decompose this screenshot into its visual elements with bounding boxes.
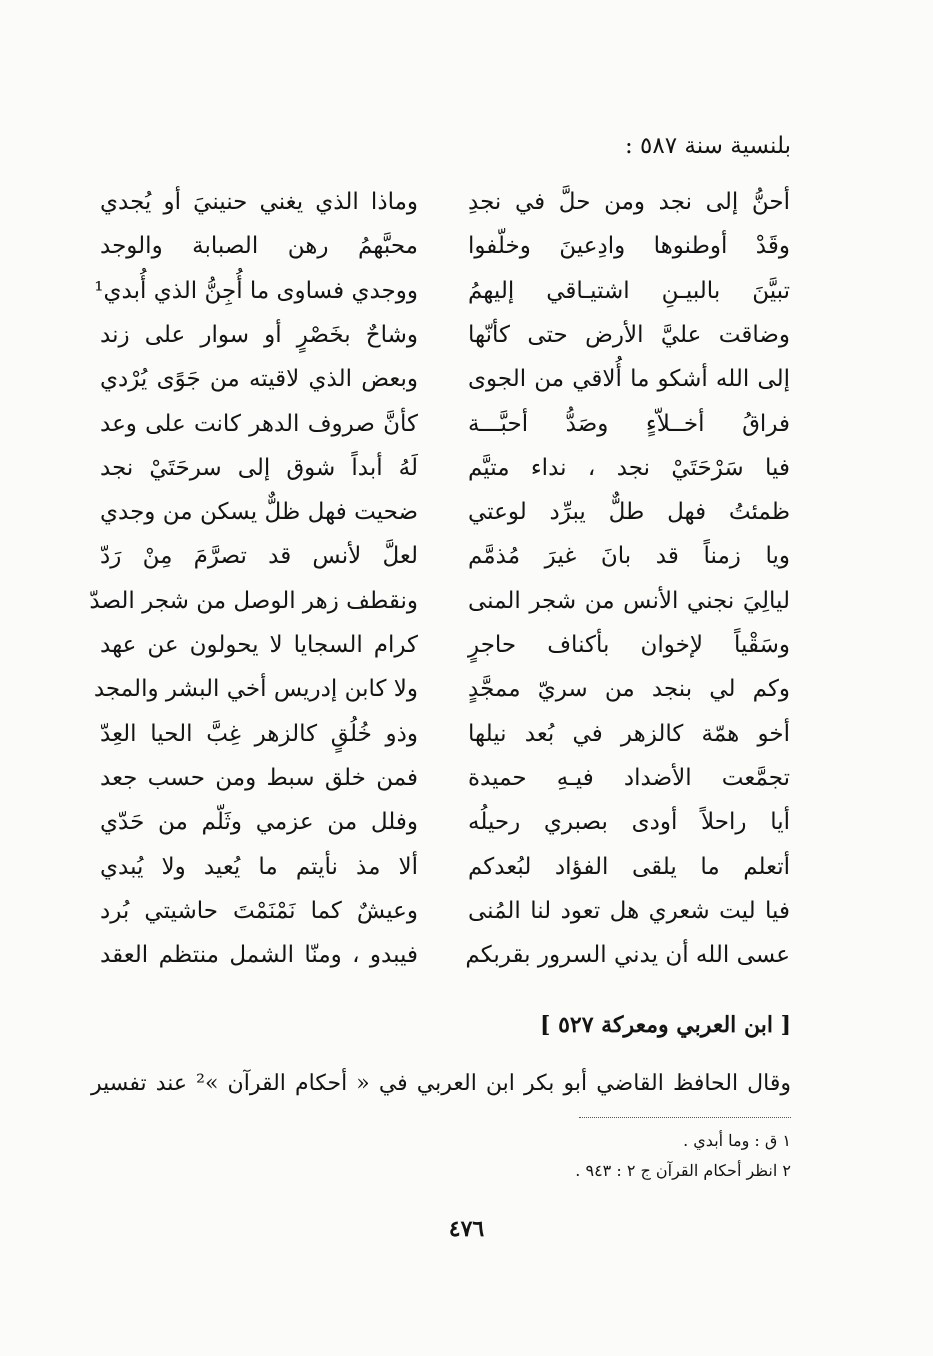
- verse-second-hemistich: ووجدي فساوى ما أُجِنُّ الذي أُبدي¹: [94, 277, 418, 304]
- verse-line: [100, 889, 790, 933]
- verse-first-hemistich: وقَدْ أوطنوها وادِعينَ وخلّفوا: [468, 233, 790, 260]
- poem: [89, 180, 790, 980]
- verse-second-hemistich: فيبدو ، ومنّا الشمل منتظم العقد: [100, 942, 418, 969]
- verse-line: [100, 402, 790, 446]
- verse-line: [100, 712, 790, 756]
- verse-line: [100, 845, 790, 889]
- verse-first-hemistich: فيا سَرْحَتَيْ نجد ، نداء متيَّم: [468, 454, 790, 481]
- verse-line: [100, 357, 790, 401]
- verse-first-hemistich: عسى الله أن يدني السرور بقربكم: [465, 942, 790, 969]
- footnotes: [391, 1126, 791, 1186]
- verse-first-hemistich: أحنُّ إلى نجد ومن حلَّ في نجدِ: [468, 189, 790, 215]
- verse-line: [100, 446, 790, 490]
- verse-second-hemistich: كرام السجايا لا يحولون عن عهد: [100, 632, 418, 658]
- verse-line: [100, 490, 790, 534]
- verse-second-hemistich: وذو خُلُقٍ كالزهر غِبَّ الحيا العِدّ: [100, 720, 418, 747]
- verse-first-hemistich: ليالِيَ نجني الأنس من شجر المنى: [468, 587, 790, 614]
- verse-second-hemistich: وشاحٌ بخَصْرٍ أو سوار على زند: [100, 321, 418, 348]
- footnote: ٢ انظر أحكام القرآن ج ٢ : ٩٤٣ .: [575, 1161, 791, 1180]
- verse-second-hemistich: محبَّهمُ رهن الصبابة والوجد: [100, 233, 418, 260]
- verse-second-hemistich: فمن خلق سبط ومن حسب جعد: [100, 764, 418, 791]
- verse-first-hemistich: وسَقْياً لإخوان بأكناف حاجرٍ: [468, 632, 790, 658]
- verse-line: [100, 180, 790, 224]
- verse-first-hemistich: فراقُ أخــلاّءٍ وصَدُّ أحبَّـــة: [468, 410, 790, 437]
- verse-second-hemistich: لعلَّ لأنس قد تصرَّمَ مِنْ رَدّ: [100, 543, 418, 570]
- footnote-divider: [579, 1117, 791, 1118]
- verse-first-hemistich: إلى الله أشكو ما أُلاقي من الجوى: [468, 366, 790, 393]
- verse-line: [100, 756, 790, 800]
- verse-line: [93, 667, 790, 711]
- intro-line: بلنسية سنة ٥٨٧ :: [624, 133, 791, 159]
- verse-first-hemistich: أيا راحلاً أودى بصبري رحيلُه: [468, 809, 790, 836]
- prose-line: وقال الحافظ القاضي أبو بكر ابن العربي في « أحكام القرآن »² عند تفسير: [91, 1071, 791, 1096]
- verse-first-hemistich: تبيَّنَ بالبيـنِ اشتيـاقي إليهمُ: [468, 277, 790, 304]
- verse-second-hemistich: وبعض الذي لاقيته من جَوًى يُرْدي: [100, 366, 418, 393]
- verse-second-hemistich: وفلل من عزمي وثَلّم من حَدّي: [100, 809, 418, 836]
- verse-first-hemistich: ظمئتُ فهل طلٌّ يبرِّد لوعتي: [468, 499, 790, 526]
- page-number: ٤٧٦: [448, 1216, 485, 1242]
- verse-first-hemistich: تجمَّعت الأضداد فيـهِ حميدة: [468, 764, 790, 791]
- verse-line: [100, 534, 790, 578]
- verse-line: [100, 933, 790, 977]
- section-heading: [ ابن العربي ومعركة ٥٢٧ ]: [539, 1012, 791, 1038]
- verse-line: [100, 224, 790, 268]
- verse-second-hemistich: كأنَّ صروف الدهر كانت على وعد: [100, 410, 418, 437]
- verse-second-hemistich: وعيشٌ كما نَمْنَمْتَ حاشيتي بُرد: [100, 897, 418, 924]
- verse-second-hemistich: وماذا الذي يغني حنينيَ أو يُجدي: [100, 189, 418, 215]
- verse-second-hemistich: لَهُ أبداً شوق إلى سرحَتَيْ نجد: [100, 454, 418, 481]
- verse-line: [100, 313, 790, 357]
- verse-first-hemistich: أخو همّة كالزهر في بُعد نيلها: [468, 720, 790, 747]
- footnote: ١ ق : وما أبدي .: [683, 1131, 791, 1150]
- verse-line: [94, 269, 790, 313]
- verse-second-hemistich: ألا مذ نأيتم ما يُعيد ولا يُبدي: [100, 853, 418, 880]
- verse-second-hemistich: ضحيت فهل ظلٌّ يسكن من وجدي: [100, 499, 418, 526]
- verse-line: [89, 579, 790, 623]
- verse-line: [100, 800, 790, 844]
- verse-first-hemistich: وكم لي بنجد من سريّ ممجَّدٍ: [468, 676, 790, 703]
- verse-second-hemistich: ولا كابن إدريس أخي البشر والمجد: [93, 676, 418, 703]
- verse-first-hemistich: أتعلم ما يلقى الفؤاد لبُعدكم: [468, 853, 790, 880]
- verse-first-hemistich: وضاقت عليَّ الأرض حتى كأنّها: [468, 321, 790, 348]
- verse-second-hemistich: ونقطف زهر الوصل من شجر الصدّ: [89, 587, 418, 614]
- verse-first-hemistich: ويا زمناً قد بانَ غيرَ مُذمَّم: [468, 543, 790, 570]
- verse-first-hemistich: فيا ليت شعري هل تعود لنا المُنى: [468, 897, 790, 924]
- verse-line: [100, 623, 790, 667]
